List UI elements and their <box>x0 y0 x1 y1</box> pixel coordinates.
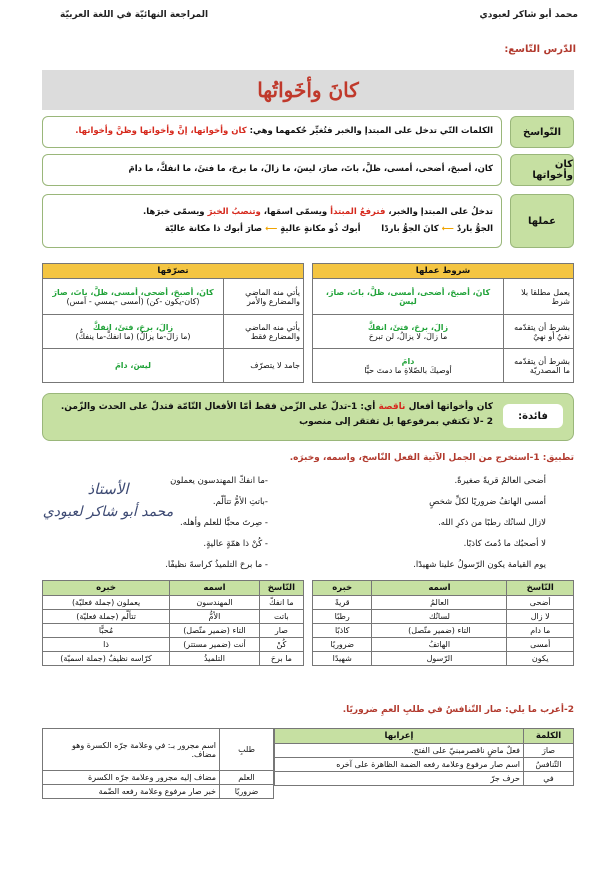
cell: أضحى <box>507 596 574 610</box>
conditions-table <box>312 263 574 383</box>
cell: رطبًا <box>313 610 372 624</box>
definition-text <box>42 154 502 186</box>
cell: الأمُّ <box>170 610 260 624</box>
cell: حرف جرّ <box>275 772 524 786</box>
cell: تتألّم (جملة فعليّة) <box>43 610 170 624</box>
table-row <box>43 624 304 638</box>
table-row <box>43 610 304 624</box>
cell: قريةً <box>313 596 372 610</box>
table-row <box>313 624 574 638</box>
arrow-icon: ⟵ <box>441 224 454 234</box>
cell: الهاتفُ <box>372 638 507 652</box>
sentence: -باتتِ الأمُّ تتألّم. <box>212 497 268 507</box>
cell: أنت (ضمير مستتر) <box>170 638 260 652</box>
sentence: لا أصحبُك ما دُمتَ كاذبًا. <box>463 539 546 549</box>
table-row <box>43 279 304 315</box>
table-row <box>43 652 304 666</box>
column-header: اسمه <box>372 581 507 596</box>
exercise1-title: تطبيق: 1-استخرج من الجمل الآتية الفعل النّاسخ، واسمه، وخبرَه. <box>289 453 574 463</box>
kind-cell: جامد لا يتصرّف <box>224 349 304 383</box>
cell: اسم صار مرفوع وعلامة رفعه الضمة الظاهرة على آخره <box>275 758 524 772</box>
cell: المهندسون <box>170 596 260 610</box>
text-part: ويسمّى خبرَها. <box>143 206 205 217</box>
tasarruf-table <box>42 263 304 383</box>
note-box <box>42 393 574 441</box>
cell: مضاف إليه مجرور وعلامة جرّه الكسرة <box>43 771 220 785</box>
table-row <box>43 638 304 652</box>
cell: لسانُك <box>372 610 507 624</box>
cell: ضروريًا <box>313 638 372 652</box>
verbs-cell <box>43 279 224 315</box>
cell: يعملون (جملة فعليّة) <box>43 596 170 610</box>
text-part: ويسمّى اسمَها، <box>260 206 328 217</box>
verbs-cell: ليسَ، دامَ <box>43 349 224 383</box>
sentence: أمسى الهاتفُ ضروريًا لكلِّ شخصٍ <box>429 497 546 507</box>
table-row <box>275 744 574 758</box>
teacher-signature <box>18 476 198 556</box>
cell: التّنافسُ <box>524 758 574 772</box>
verbs-text: كانَ، أصبحَ، أضحى، أمسى، ظلَّ، باتَ، صارَ <box>52 287 214 297</box>
subject-title: المراجعة النهائيّة في اللغة العربيّة <box>60 10 209 20</box>
definition-text-part: الكلمات التّي تدخل على المبتدإ والخبر فتُغيِّر حُكمهما وهي: <box>246 126 493 137</box>
cell: طلبِ <box>220 729 274 771</box>
verbs-cell <box>313 349 504 383</box>
answers-table-right <box>312 580 574 666</box>
definition-highlight: إنَّ وأخواتها وظنَّ وأخواتها. <box>75 126 188 137</box>
parsing-table-right <box>274 728 574 786</box>
condition-cell: بشرط أن يتقدّمه ما المصدريّة <box>504 349 574 383</box>
table-row <box>43 729 274 771</box>
note-text <box>51 400 493 431</box>
note-highlight: ناقصة <box>375 402 406 412</box>
column-header: خبره <box>313 581 372 596</box>
sentence: أضحى العالمُ قريةً صغيرةً. <box>454 476 546 486</box>
verbs-cell <box>313 315 504 349</box>
example-after: كانَ الجوُّ باردًا <box>381 224 439 234</box>
table-row <box>43 596 304 610</box>
cell: فعلٌ ماضٍ ناقصرمبنيّ على الفتح. <box>275 744 524 758</box>
cell: كُنْ <box>259 638 303 652</box>
cell: العالمُ <box>372 596 507 610</box>
verbs-list: كان، أصبحَ، أضحى، أمسى، ظلَّ، باتَ، صارَ، ليسَ، ما زالَ، ما برحَ، ما فتئَ، ما انفكَّ، ما دامَ <box>128 164 493 175</box>
page-title: كانَ وأخَواتُها <box>257 78 359 102</box>
table-row <box>313 610 574 624</box>
definition-amal <box>42 194 574 248</box>
table-header: شروط عملها <box>313 264 574 279</box>
table-row <box>313 638 574 652</box>
cell: ما دام <box>507 624 574 638</box>
definition-nawasikh <box>42 116 574 148</box>
signature-line: محمد أبو شاكر لعبودي <box>42 504 174 520</box>
table-row <box>313 652 574 666</box>
example-before: الجوُّ باردٌ <box>456 224 493 234</box>
column-header: إعرابها <box>275 729 524 744</box>
sentence: - ما برحَ التلميذُ كراسةَ نظيفًا. <box>165 560 268 570</box>
example-note: أوصيكَ بالصّلاةِ ما دمتَ حيًّا <box>364 365 452 375</box>
exercise2-title: 2-أعرب ما يلي: صار التّنافسُ في طلبِ العمِ ضروريًا. <box>342 705 574 715</box>
cell: أمسى <box>507 638 574 652</box>
note-line: 2 -لا تكتفي بمرفوعها بل تفتقر إلى منصوب <box>299 417 493 428</box>
note-part: كان وأخواتها أفعال <box>405 402 493 412</box>
cell: لا زال <box>507 610 574 624</box>
definition-kana <box>42 154 574 186</box>
cell: ضروريًا <box>220 785 274 799</box>
definition-text <box>42 194 502 248</box>
cell: التاء (ضمير متّصل) <box>170 624 260 638</box>
table-row <box>43 771 274 785</box>
table-row <box>275 758 574 772</box>
verbs-cell <box>43 315 224 349</box>
lesson-number: الدّرس التّاسع: <box>504 44 576 55</box>
note-part: أي: 1-تدلّ على الزّمن فقط أمّا الأفعال التّامّة فتدلّ على الحدث والزّمن. <box>60 402 376 412</box>
table-row <box>275 772 574 786</box>
table-header: تصرّفها <box>43 264 304 279</box>
cell: كرّاسه نظيفٌ (جملة اسميّة) <box>43 652 170 666</box>
definition-text <box>42 116 502 148</box>
kind-cell: يأتي منه الماضي والمضارع فقط <box>224 315 304 349</box>
table-row <box>313 279 574 315</box>
table-row <box>313 349 574 383</box>
kind-cell: يأتي منه الماضي والمضارع والأمر <box>224 279 304 315</box>
text-part: تدخلُ على المبتدإ والخبر، <box>385 206 493 217</box>
table-row <box>43 785 274 799</box>
column-header: النّاسخ <box>259 581 303 596</box>
author-name: محمد أبو شاكر لعبودي <box>479 10 578 20</box>
cell: يكون <box>507 652 574 666</box>
example-note: ما زالَ، لا يزالُ، لن تبرحَ <box>368 331 448 341</box>
signature-line: الأستاذ <box>87 480 129 498</box>
table-row <box>313 315 574 349</box>
example-note: (ما زالَ-ما يزالُ) (ما انفكَّ-ما ينفكُّ) <box>75 331 191 341</box>
cell: ما برحَ <box>259 652 303 666</box>
cell: ذا <box>43 638 170 652</box>
text-highlight: وتنصبُ الخبرَ <box>204 206 261 217</box>
table-row <box>313 596 574 610</box>
condition-cell: بشرط أن يتقدّمه نفيٌ أو نهيٌ <box>504 315 574 349</box>
column-header: خبره <box>43 581 170 596</box>
verbs-text: زالَ، برحَ، فتئَ، انفكَّ <box>92 322 174 332</box>
text-highlight: فترفعُ المبتدأ <box>327 206 386 217</box>
example-before: أبوك ذُو مكانةٍ عاليةٍ <box>280 224 361 234</box>
definition-label: كان وأخواتها <box>510 154 574 186</box>
condition-cell: يعمل مطلقا بلا شرط <box>504 279 574 315</box>
cell: العلم <box>220 771 274 785</box>
cell: مُحبًّا <box>43 624 170 638</box>
column-header: اسمه <box>170 581 260 596</box>
cell: كاذبًا <box>313 624 372 638</box>
note-label: فائدة: <box>503 404 563 428</box>
verbs-text: دامَ <box>401 356 415 366</box>
example-note: (كان-يكون -كن) (أمسى -يمسي - أمس) <box>66 296 200 306</box>
cell: شهيدًا <box>313 652 372 666</box>
table-row <box>43 349 304 383</box>
cell: خبر صار مرفوع وعلامة رفعه الضّمة <box>43 785 220 799</box>
table-row <box>43 315 304 349</box>
sentence: -ما انفكّ المهندسون يعملون <box>170 476 268 486</box>
sentence: لازال لسانُك رطبًا من ذكرِ الله. <box>438 518 546 528</box>
cell: صارَ <box>524 744 574 758</box>
arrow-icon: ⟵ <box>265 224 278 234</box>
cell: الرّسول <box>372 652 507 666</box>
verbs-cell: كانَ، أصبحَ، أضحى، أمسى، ظلَّ، باتَ، صارَ، ليسَ <box>313 279 504 315</box>
sentence: - كُنْ ذا همّةٍ عاليةٍ. <box>203 539 268 549</box>
title-band <box>42 70 574 110</box>
cell: ما انفكّ <box>259 596 303 610</box>
cell: اسم مجرور بـ: في وعلامة جرّه الكسرة وهو مضاف. <box>43 729 220 771</box>
cell: التلميذُ <box>170 652 260 666</box>
sentence: يوم القيامة يكون الرّسولُ علينا شهيدًا. <box>413 560 546 570</box>
parsing-table-left <box>42 728 274 799</box>
definition-highlight: كان وأخواتها، <box>187 126 247 137</box>
verbs-text: زالَ، برحَ، فتئَ، انفكَّ <box>367 322 449 332</box>
answers-table-left <box>42 580 304 666</box>
sentence: - صِرتَ محبًّا للعلم وأهله. <box>180 518 268 528</box>
column-header: النّاسخ <box>507 581 574 596</box>
definition-label: النّواسخ <box>510 116 574 148</box>
definition-label: عملها <box>510 194 574 248</box>
cell: باتت <box>259 610 303 624</box>
cell: التاء (ضمير متّصل) <box>372 624 507 638</box>
cell: صار <box>259 624 303 638</box>
cell: في <box>524 772 574 786</box>
column-header: الكلمة <box>524 729 574 744</box>
example-after: صارَ أبوك ذا مكانة عاليّة <box>164 224 263 234</box>
